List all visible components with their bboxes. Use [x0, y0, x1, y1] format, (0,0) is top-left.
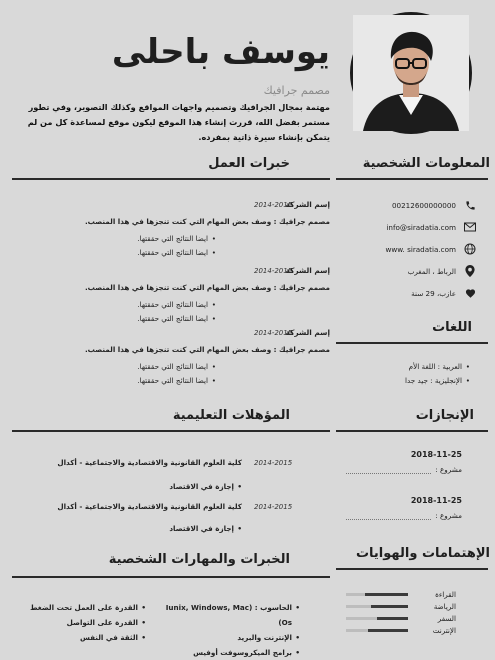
- interest-level-track: [346, 593, 408, 596]
- skill-item: • القدرة على العمل تحت الضغط: [6, 600, 146, 615]
- school-name: كلية العلوم القانونية والاقتصادية والاجتماعية - أكدال: [57, 502, 242, 511]
- website-url[interactable]: www. siradatia.com: [385, 244, 456, 254]
- marital-status: عازب، 29 سنة: [411, 288, 456, 298]
- experience-item: [16, 266, 330, 328]
- skill-item: • برامج الميكروسوفت أوفيس: [150, 645, 300, 660]
- personal-info-title: المعلومات الشخصية: [362, 156, 490, 171]
- experience-role: مصمم جرافيك : وصف بعض المهام التي كنت تنجزها في هذا المنصب.: [84, 345, 330, 354]
- achievement-date: 2018-11-25: [410, 450, 462, 459]
- contact-email: [336, 216, 476, 238]
- skill-item: • الإنترنت والبريد: [150, 630, 300, 645]
- location-icon: [464, 265, 476, 277]
- company-name: إسم الشركة: [285, 328, 330, 337]
- skills-list-personal: [6, 600, 146, 645]
- interest-item: [346, 600, 456, 612]
- experience-results: [137, 298, 216, 326]
- experience-role: مصمم جرافيك : وصف بعض المهام التي كنت تنجزها في هذا المنصب.: [84, 217, 330, 226]
- heart-icon: [464, 287, 476, 299]
- interest-level-bar: [377, 617, 408, 620]
- achievement-label: مشروع :: [435, 511, 462, 520]
- interest-label: السفر: [437, 613, 456, 623]
- interest-level-track: [346, 605, 408, 608]
- experience-item: [16, 328, 330, 390]
- phone-icon: [464, 199, 476, 211]
- degree-list: [169, 482, 242, 491]
- education-date: 2014-2015: [254, 503, 293, 511]
- interest-item: [346, 588, 456, 600]
- experience-item: [16, 200, 330, 262]
- experience-date: 2014-2015: [254, 201, 293, 209]
- interest-level-bar: [365, 593, 408, 596]
- interest-label: الرياضة: [433, 601, 456, 611]
- address-text: الرباط ، المغرب: [407, 266, 456, 276]
- globe-icon: [464, 243, 476, 255]
- result-item: • ايضا النتائج التي حققتها.: [137, 246, 216, 260]
- interest-item: [346, 612, 456, 624]
- achievement-label: مشروع :: [435, 465, 462, 474]
- profile-photo: [350, 12, 472, 134]
- interest-label: القراءة: [435, 589, 456, 599]
- result-item: • ايضا النتائج التي حققتها.: [137, 374, 216, 388]
- degree-list: [169, 524, 242, 533]
- interest-level-bar: [371, 605, 408, 608]
- full-name: يوسف باحلى: [111, 32, 330, 72]
- contact-status: [336, 282, 476, 304]
- education-divider: [12, 430, 330, 432]
- education-title: المؤهلات التعليمية: [172, 408, 290, 423]
- skills-title: الخبرات والمهارات الشخصية: [108, 552, 290, 567]
- achievements-divider: [336, 430, 488, 432]
- experience-list: [16, 200, 330, 390]
- skills-divider: [12, 576, 330, 578]
- interests-list: [346, 588, 456, 636]
- interest-level-track: [346, 629, 408, 632]
- contact-address: [336, 260, 476, 282]
- languages-list: [346, 360, 470, 388]
- skills-list-technical: [150, 600, 300, 660]
- interests-divider: [336, 568, 488, 570]
- achievements-title: الإنجازات: [415, 408, 474, 423]
- degree-item: • إجازة في الاقتصاد: [169, 482, 242, 491]
- email-icon: [464, 221, 476, 233]
- languages-title: اللغات: [432, 320, 472, 335]
- profile-summary: مهتمة بمجال الجرافيك وتصميم واجهات المواقع وكذلك التصوير، وفي تطور مستمر بفضل الله، قررت إنشاء هذا الموقع ليكون موقع لمساعدة كل من لم يتمكن بإنشاء سيرة ذاتية بمفرده.: [27, 102, 330, 142]
- language-item: • الإنجليزية : جيد جدا: [346, 374, 470, 388]
- result-item: • ايضا النتائج التي حققتها.: [137, 298, 216, 312]
- personal-info-divider: [336, 178, 488, 180]
- company-name: إسم الشركة: [285, 200, 330, 209]
- result-item: • ايضا النتائج التي حققتها.: [137, 232, 216, 246]
- result-item: • ايضا النتائج التي حققتها.: [137, 360, 216, 374]
- interest-item: [346, 624, 456, 636]
- experience-title: خبرات العمل: [208, 156, 290, 171]
- achievement-item: [346, 450, 462, 474]
- school-name: كلية العلوم القانونية والاقتصادية والاجتماعية - أكدال: [57, 458, 242, 467]
- experience-date: 2014-2015: [254, 329, 293, 337]
- contact-list: [336, 194, 476, 304]
- experience-divider: [12, 178, 330, 180]
- phone-number: 00212600000000: [391, 200, 456, 210]
- contact-phone: [336, 194, 476, 216]
- achievement-dots: [346, 468, 431, 474]
- skill-item: • الثقة في النفس: [6, 630, 146, 645]
- company-name: إسم الشركة: [285, 266, 330, 275]
- achievement-date: 2018-11-25: [410, 496, 462, 505]
- language-item: • العربية : اللغة الأم: [346, 360, 470, 374]
- achievement-dots: [346, 514, 431, 520]
- experience-results: [137, 232, 216, 260]
- education-date: 2014-2015: [254, 459, 293, 467]
- skill-item: • الحاسوب : (Iunix, Windows, Mac Os): [150, 600, 300, 630]
- job-title: مصمم جرافيك: [263, 84, 330, 97]
- achievement-item: [346, 496, 462, 520]
- experience-date: 2014-2015: [254, 267, 293, 275]
- interests-title: الإهتمامات والهوايات: [355, 546, 490, 561]
- experience-role: مصمم جرافيك : وصف بعض المهام التي كنت تنجزها في هذا المنصب.: [84, 283, 330, 292]
- languages-divider: [336, 342, 488, 344]
- experience-results: [137, 360, 216, 388]
- education-item: [16, 502, 330, 534]
- result-item: • ايضا النتائج التي حققتها.: [137, 312, 216, 326]
- education-item: [16, 458, 330, 490]
- skill-item: • القدرة على التواصل: [6, 615, 146, 630]
- interest-label: الإنترنت: [432, 625, 456, 635]
- interest-level-bar: [368, 629, 408, 632]
- contact-website: [336, 238, 476, 260]
- email-address[interactable]: info@siradatia.com: [386, 222, 456, 232]
- interest-level-track: [346, 617, 408, 620]
- degree-item: • إجازة في الاقتصاد: [169, 524, 242, 533]
